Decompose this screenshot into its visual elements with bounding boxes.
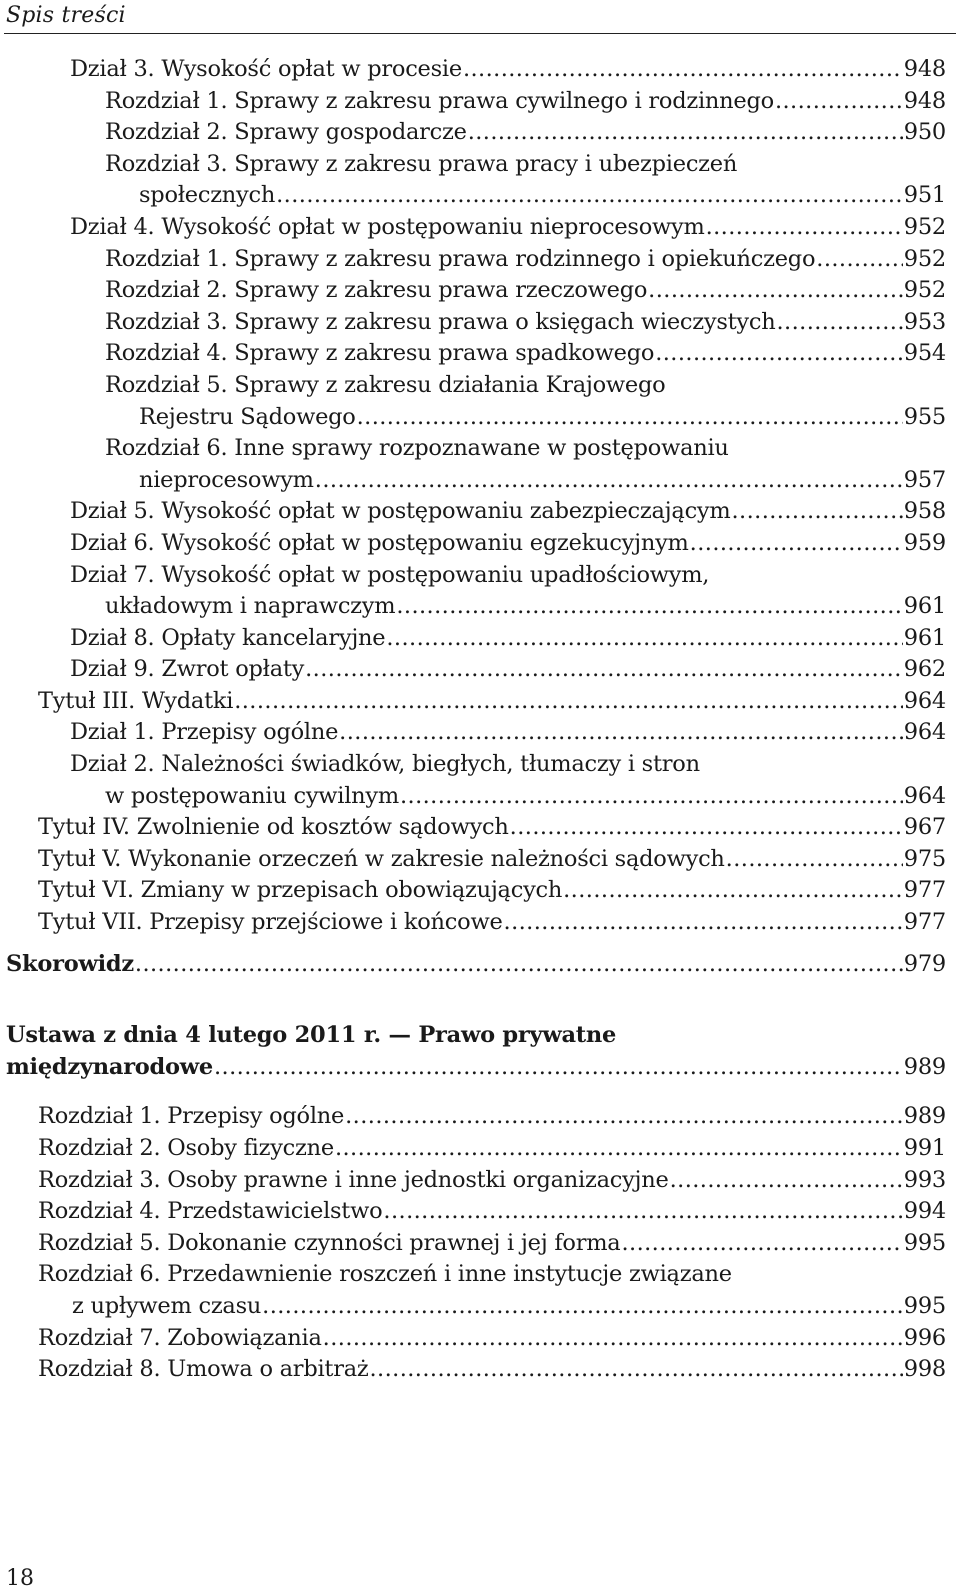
toc-entry-title: Rozdział 2. Sprawy z zakresu prawa rzeczowego — [105, 277, 648, 304]
act-heading-continuation[interactable] — [0, 1052, 946, 1084]
toc-entry-title: nieprocesowym — [139, 466, 314, 493]
toc-page-number: 996 — [903, 1324, 946, 1351]
dot-leader — [775, 86, 903, 118]
toc-page-number: 955 — [903, 403, 946, 430]
toc-page-number: 962 — [903, 656, 946, 683]
act-heading-title: Ustawa z dnia 4 lutego 2011 r. — Prawo prywatne — [6, 1022, 617, 1049]
header-rule — [4, 33, 956, 34]
toc-entry-title: Tytuł VI. Zmiany w przepisach obowiązujących — [38, 877, 563, 904]
toc-entry-rozdzial-3-osoby-prawne-i-inne-jednostki[interactable] — [0, 1165, 946, 1197]
toc-entry-dzial-7-wysokosc-oplat-w-postepowaniu-up[interactable] — [0, 560, 946, 592]
toc-entry-title: Rozdział 8. Umowa o arbitraż — [38, 1356, 369, 1383]
spacer — [0, 980, 946, 1020]
toc-entry-rozdzial-3-sprawy-z-zakresu-prawa-o-ksie[interactable] — [0, 307, 946, 339]
dot-leader — [135, 949, 903, 981]
toc-entry-rozdzial-5-dokonanie-czynnosci-prawnej-i[interactable] — [0, 1228, 946, 1260]
toc-entry-tytul-vi-zmiany-w-przepisach-obowiazujac[interactable] — [0, 875, 946, 907]
toc-entry-dzial-3-wysokosc-oplat-w-procesie[interactable] — [0, 54, 946, 86]
toc-entry-title: Rozdział 1. Sprawy z zakresu prawa cywilnego i rodzinnego — [105, 87, 774, 114]
toc-page-number: 959 — [903, 529, 946, 556]
toc-entry-title: Rozdział 3. Osoby prawne i inne jednostki organizacyjne — [38, 1166, 669, 1193]
toc-entry-rozdzial-4-sprawy-z-zakresu-prawa-spadko[interactable] — [0, 338, 946, 370]
toc-entry-rozdzial-7-zobowiazania[interactable] — [0, 1323, 946, 1355]
dot-leader — [345, 1101, 903, 1133]
page-number: 18 — [6, 1566, 34, 1591]
dot-leader — [776, 307, 902, 339]
toc-entry-title: z upływem czasu — [72, 1292, 262, 1319]
toc-entry-title: Tytuł V. Wykonanie orzeczeń w zakresie należności sądowych — [38, 845, 725, 872]
dot-leader — [655, 338, 903, 370]
toc-entry-title: układowym i naprawczym — [105, 593, 396, 620]
dot-leader — [262, 1291, 903, 1323]
toc-page-number: 948 — [903, 56, 946, 82]
toc-entry-rozdzial-2-sprawy-gospodarcze[interactable] — [0, 117, 946, 149]
toc-page-number: 961 — [903, 593, 946, 620]
dot-leader — [315, 465, 903, 497]
toc-entry-rozdzial-6-inne-sprawy-rozpoznawane-w-po[interactable] — [0, 433, 946, 465]
toc-page-number: 952 — [903, 245, 946, 272]
toc-entry-title: Tytuł IV. Zwolnienie od kosztów sądowych — [38, 814, 509, 841]
dot-leader — [706, 212, 903, 244]
dot-leader — [357, 402, 903, 434]
dot-leader — [323, 1323, 903, 1355]
toc-entry-title: Dział 5. Wysokość opłat w postępowaniu zabezpieczającym — [70, 498, 731, 525]
dot-leader — [339, 717, 903, 749]
toc-entry-continuation[interactable] — [0, 591, 946, 623]
toc-page-number: 964 — [903, 782, 946, 809]
toc-entry-tytul-iii-wydatki[interactable] — [0, 686, 946, 718]
toc-page-number: 967 — [903, 814, 946, 841]
table-of-contents — [0, 54, 946, 1386]
toc-page-number: 993 — [903, 1166, 946, 1193]
toc-entry-continuation[interactable] — [0, 465, 946, 497]
toc-page-number: 952 — [903, 277, 946, 304]
toc-page-number: 989 — [903, 1103, 946, 1130]
toc-page-number: 961 — [903, 624, 946, 651]
dot-leader — [690, 528, 903, 560]
toc-entry-continuation[interactable] — [0, 180, 946, 212]
toc-entry-rozdzial-2-sprawy-z-zakresu-prawa-rzeczo[interactable] — [0, 275, 946, 307]
toc-entry-title: Rozdział 3. Sprawy z zakresu prawa o księgach wieczystych — [105, 308, 776, 335]
dot-leader — [816, 244, 903, 276]
toc-entry-title: Rozdział 4. Sprawy z zakresu prawa spadkowego — [105, 340, 655, 367]
toc-entry-rozdzial-6-przedawnienie-roszczen-i-inne[interactable] — [0, 1259, 946, 1291]
dot-leader — [234, 686, 903, 718]
act-heading[interactable] — [0, 1020, 946, 1052]
toc-page-number: 954 — [903, 340, 946, 367]
act-heading-title: międzynarodowe — [6, 1053, 213, 1080]
toc-page-number: 953 — [903, 308, 946, 335]
toc-entry-dzial-2-naleznosci-swiadkow-bieglych-tlu[interactable] — [0, 749, 946, 781]
toc-entry-title: Rozdział 3. Sprawy z zakresu prawa pracy i ubezpieczeń — [105, 150, 738, 177]
toc-entry-rozdzial-3-sprawy-z-zakresu-prawa-pracy-[interactable] — [0, 149, 946, 181]
toc-entry-title: Rozdział 1. Sprawy z zakresu prawa rodzinnego i opiekuńczego — [105, 245, 816, 272]
dot-leader — [468, 117, 903, 149]
toc-page-number: 979 — [903, 950, 946, 977]
toc-entry-rozdzial-5-sprawy-z-zakresu-dzialania-kr[interactable] — [0, 370, 946, 402]
toc-entry-title: Rozdział 1. Przepisy ogólne — [38, 1103, 345, 1130]
toc-entry-rozdzial-1-przepisy-ogolne[interactable] — [0, 1101, 946, 1133]
toc-entry-title: Tytuł III. Wydatki — [38, 687, 234, 714]
toc-entry-title: Dział 1. Przepisy ogólne — [70, 719, 339, 746]
toc-entry-title: Rejestru Sądowego — [139, 403, 356, 430]
toc-entry-continuation[interactable] — [0, 402, 946, 434]
spacer — [0, 939, 946, 949]
toc-entry-rozdzial-2-osoby-fizyczne[interactable] — [0, 1133, 946, 1165]
dot-leader — [731, 496, 902, 528]
toc-page-number: 948 — [903, 87, 946, 114]
toc-entry-tytul-v-wykonanie-orzeczen-w-zakresie-na[interactable] — [0, 844, 946, 876]
toc-entry-tytul-vii-przepisy-przejsciowe-i-koncowe[interactable] — [0, 907, 946, 939]
toc-page-number: 952 — [903, 213, 946, 240]
toc-entry-title: Rozdział 5. Sprawy z zakresu działania Krajowego — [105, 371, 666, 398]
toc-entry-rozdzial-8-umowa-o-arbitraz[interactable] — [0, 1354, 946, 1386]
toc-page-number: 964 — [903, 719, 946, 746]
toc-entry-title: Rozdział 2. Osoby fizyczne — [38, 1135, 334, 1161]
toc-entry-title: Rozdział 6. Przedawnienie roszczeń i inne instytucje związane — [38, 1261, 732, 1288]
toc-entry-title: Rozdział 7. Zobowiązania — [38, 1324, 322, 1351]
spacer — [0, 1083, 946, 1101]
toc-entry-title: Rozdział 6. Inne sprawy rozpoznawane w postępowaniu — [105, 435, 729, 462]
toc-page-number: 994 — [903, 1198, 946, 1225]
toc-page-number: 995 — [903, 1292, 946, 1319]
toc-entry-title: Dział 7. Wysokość opłat w postępowaniu upadłościowym, — [70, 561, 710, 588]
toc-entry-title: Dział 4. Wysokość opłat w postępowaniu nieprocesowym — [70, 213, 705, 240]
toc-page-number: 989 — [903, 1053, 946, 1080]
toc-entry-dzial-1-przepisy-ogolne[interactable] — [0, 717, 946, 749]
dot-leader — [504, 907, 903, 939]
dot-leader — [214, 1052, 903, 1084]
toc-entry-continuation[interactable] — [0, 781, 946, 813]
toc-page-number: 951 — [903, 182, 946, 209]
toc-page-number: 950 — [903, 119, 946, 146]
toc-page-number: 998 — [903, 1356, 946, 1383]
toc-entry-title: społecznych — [139, 182, 276, 209]
toc-entry-dzial-5-wysokosc-oplat-w-postepowaniu-za[interactable] — [0, 496, 946, 528]
dot-leader — [648, 275, 903, 307]
toc-page-number: 991 — [903, 1135, 946, 1161]
toc-page-number: 958 — [903, 498, 946, 525]
dot-leader — [726, 844, 903, 876]
toc-page-number: 957 — [903, 466, 946, 493]
dot-leader — [396, 591, 902, 623]
toc-entry-title: Dział 9. Zwrot opłaty — [70, 656, 305, 683]
toc-entry-dzial-9-zwrot-oplaty[interactable] — [0, 654, 946, 686]
toc-page-number: 977 — [903, 909, 946, 936]
toc-entry-title: Rozdział 2. Sprawy gospodarcze — [105, 119, 467, 146]
toc-entry-title: Dział 2. Należności świadków, biegłych, tłumaczy i stron — [70, 751, 700, 778]
dot-leader — [369, 1354, 902, 1386]
dot-leader — [276, 180, 903, 212]
toc-page-number: 977 — [903, 877, 946, 904]
toc-entry-rozdzial-1-sprawy-z-zakresu-prawa-rodzin[interactable] — [0, 244, 946, 276]
toc-entry-dzial-4-wysokosc-oplat-w-postepowaniu-ni[interactable] — [0, 212, 946, 244]
toc-page-number: 964 — [903, 687, 946, 714]
toc-page-number: 995 — [903, 1229, 946, 1256]
toc-entry-skorowidz[interactable] — [0, 949, 946, 981]
toc-entry-title: Tytuł VII. Przepisy przejściowe i końcowe — [38, 909, 503, 936]
dot-leader — [621, 1228, 902, 1260]
toc-page-number: 975 — [903, 845, 946, 872]
toc-entry-title: Rozdział 4. Przedstawicielstwo — [38, 1198, 383, 1225]
dot-leader — [386, 623, 902, 655]
toc-entry-tytul-iv-zwolnienie-od-kosztow-sadowych[interactable] — [0, 812, 946, 844]
dot-leader — [305, 654, 903, 686]
dot-leader — [510, 812, 903, 844]
toc-entry-title: Dział 8. Opłaty kancelaryjne — [70, 624, 386, 651]
toc-entry-title: Rozdział 5. Dokonanie czynności prawnej i jej forma — [38, 1229, 621, 1256]
toc-entry-dzial-8-oplaty-kancelaryjne[interactable] — [0, 623, 946, 655]
toc-entry-title: w postępowaniu cywilnym — [105, 782, 399, 809]
dot-leader — [670, 1165, 903, 1197]
toc-entry-rozdzial-1-sprawy-z-zakresu-prawa-cywiln[interactable] — [0, 86, 946, 118]
toc-entry-title: Skorowidz — [6, 950, 134, 977]
toc-entry-continuation[interactable] — [0, 1291, 946, 1323]
toc-entry-rozdzial-4-przedstawicielstwo[interactable] — [0, 1196, 946, 1228]
dot-leader — [383, 1196, 902, 1228]
dot-leader — [563, 875, 903, 907]
running-head-title: Spis treści — [6, 3, 126, 28]
toc-entry-dzial-6-wysokosc-oplat-w-postepowaniu-eg[interactable] — [0, 528, 946, 560]
dot-leader — [335, 1133, 903, 1165]
dot-leader — [463, 54, 903, 86]
dot-leader — [400, 781, 903, 813]
toc-entry-title: Dział 3. Wysokość opłat w procesie — [70, 56, 462, 82]
toc-entry-title: Dział 6. Wysokość opłat w postępowaniu egzekucyjnym — [70, 529, 689, 556]
